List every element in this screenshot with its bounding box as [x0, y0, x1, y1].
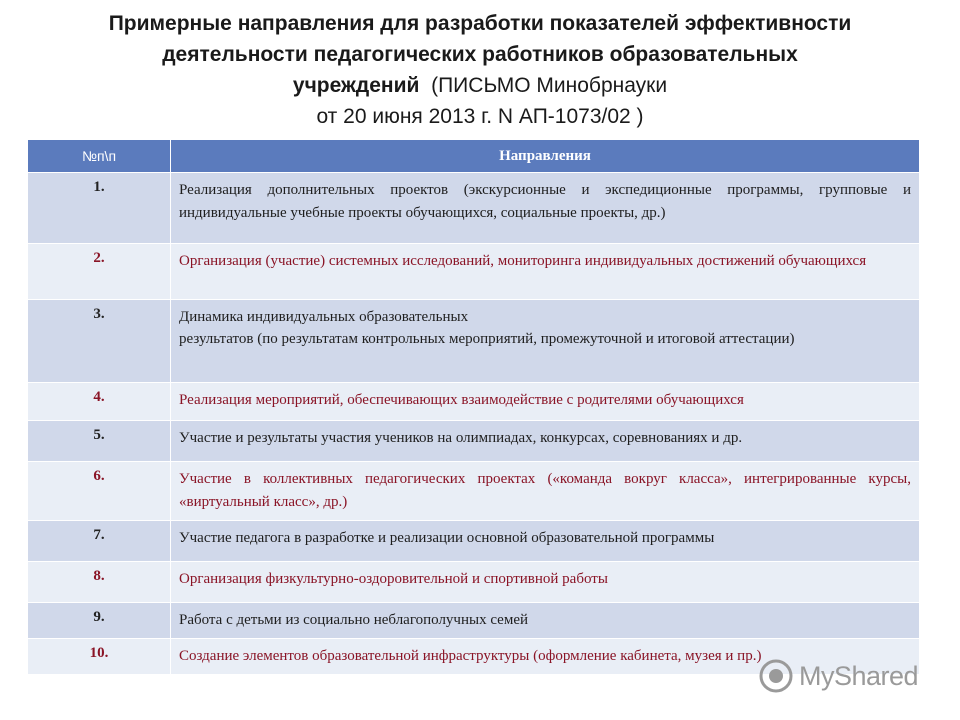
- row-number: 9.: [28, 603, 171, 639]
- title-line-4: от 20 июня 2013 г. N АП-1073/02 ): [316, 105, 644, 128]
- table-row: [28, 462, 920, 521]
- title-line-1: Примерные направления для разработки показателей эффективности: [108, 12, 852, 35]
- row-number: 3.: [28, 300, 171, 383]
- row-text: Организация (участие) системных исследований, мониторинга индивидуальных достижений обучающихся: [171, 244, 920, 300]
- row-text: Организация физкультурно-оздоровительной и спортивной работы: [171, 562, 920, 603]
- table-header-row: [28, 140, 920, 173]
- myshared-watermark: [759, 656, 929, 696]
- row-text: Участие и результаты участия учеников на олимпиадах, конкурсах, соревнованиях и др.: [171, 421, 920, 462]
- row-number: 8.: [28, 562, 171, 603]
- table-row: [28, 603, 920, 639]
- page-title: [0, 8, 960, 132]
- row-number: 2.: [28, 244, 171, 300]
- table-row: [28, 383, 920, 421]
- header-number: №п\п: [28, 140, 171, 173]
- row-number: 5.: [28, 421, 171, 462]
- row-text: Создание элементов образовательной инфраструктуры (оформление кабинета, музея и пр.): [171, 639, 920, 675]
- table-row: [28, 300, 920, 383]
- header-directions: Направления: [171, 140, 920, 173]
- row-text: [171, 300, 920, 383]
- table-row: [28, 244, 920, 300]
- title-line-2: деятельности педагогических работников образовательных: [162, 43, 798, 66]
- myshared-logo-icon: [759, 659, 793, 693]
- title-line-3-normal: (ПИСЬМО Минобрнауки: [431, 74, 668, 97]
- row-text-rest: результатов (по результатам контрольных мероприятий, промежуточной и итоговой аттестации): [179, 331, 795, 347]
- row-number: 10.: [28, 639, 171, 675]
- table-row: [28, 521, 920, 562]
- watermark-text: MyShared: [799, 660, 919, 691]
- row-number: 7.: [28, 521, 171, 562]
- row-number: 6.: [28, 462, 171, 521]
- row-text: Участие педагога в разработке и реализации основной образовательной программы: [171, 521, 920, 562]
- title-line-3-bold: учреждений: [292, 74, 420, 97]
- table-row: [28, 173, 920, 244]
- row-text: Участие в коллективных педагогических проектах («команда вокруг класса», интегрированные курсы, «виртуальный класс», др.): [171, 462, 920, 521]
- directions-table: [27, 139, 920, 675]
- row-text: Реализация мероприятий, обеспечивающих взаимодействие с родителями обучающихся: [171, 383, 920, 421]
- row-number: 1.: [28, 173, 171, 244]
- row-text: Работа с детьми из социально неблагополучных семей: [171, 603, 920, 639]
- table-row: [28, 421, 920, 462]
- row-number: 4.: [28, 383, 171, 421]
- row-text: Реализация дополнительных проектов (экскурсионные и экспедиционные программы, групповые и индивидуальные учебные проекты обучающихся, социальные проекты, др.): [171, 173, 920, 244]
- row-text-line-1: Динамика индивидуальных образовательных: [179, 309, 469, 325]
- table-row: [28, 562, 920, 603]
